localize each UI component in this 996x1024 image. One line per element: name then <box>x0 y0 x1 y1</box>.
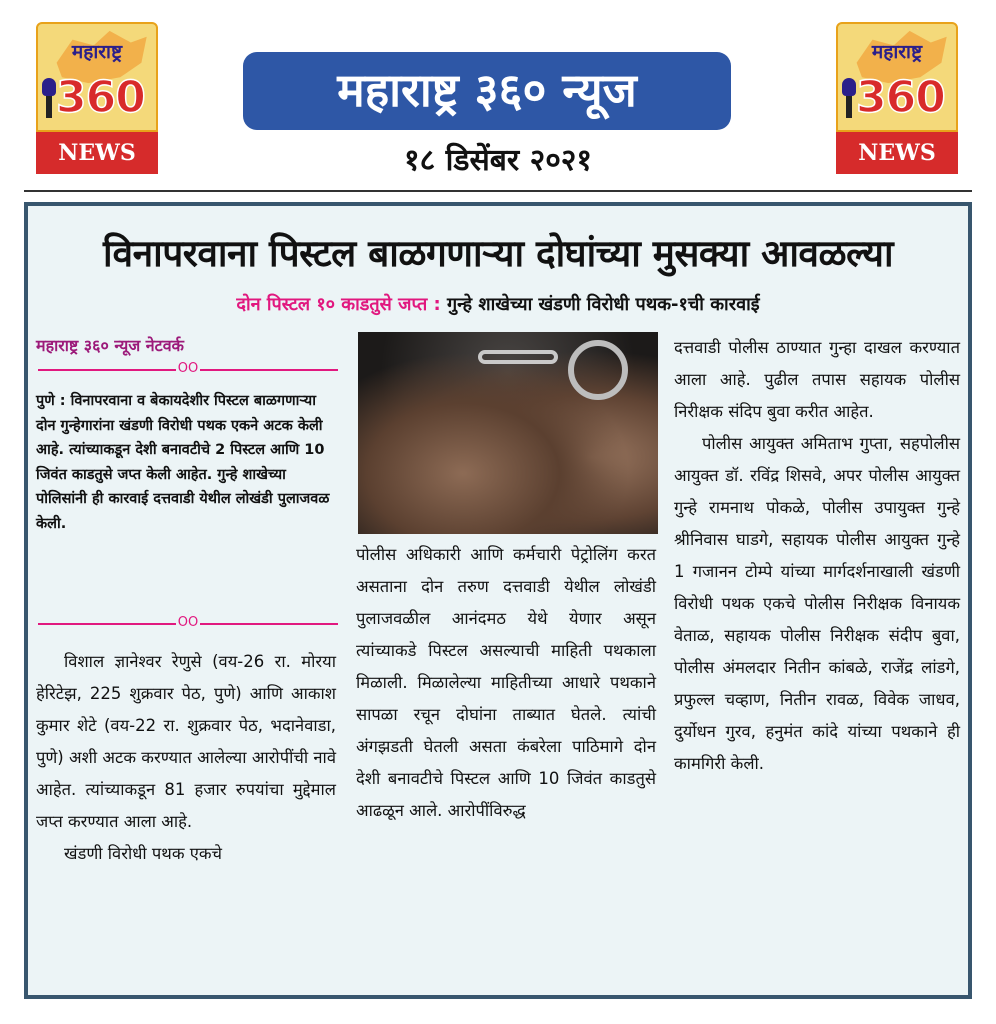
logo-news-text: NEWS <box>836 132 958 174</box>
ornament-divider <box>38 615 338 630</box>
lead-paragraph: पुणे : विनापरवाना व बेकायदेशीर पिस्टल बाळगणाऱ्या दोन गुन्हेगारांना खंडणी विरोधी पथक एकने अटक केली आहे. त्यांच्याकडून देशी बनावटीचे 2 पिस्टल आणि 10 जिवंत काडतुसे जप्त केली आहेत. गुन्हे शाखेच्या पोलिसांनी ही कारवाई दत्तवाडी येथील लोखंडी पुलाजवळ केली. <box>36 393 330 532</box>
ornament-rings: OO <box>177 361 199 376</box>
body-paragraph: खंडणी विरोधी पथक एकचे <box>64 844 223 863</box>
body-paragraph: विशाल ज्ञानेश्वर रेणुसे (वय-26 रा. मोरया हेरिटेझ, 225 शुक्रवार पेठ, पुणे) आणि आकाश कुमार शेटे (वय-22 रा. शुक्रवार पेठ, भदानेवाडा, पुणे) अशी अटक करण्यात आलेल्या आरोपींची नावे आहेत. त्यांच्याकडून 81 हजार रुपयांचा मुद्देमाल जप्त करण्यात आला आहे. <box>36 652 336 831</box>
subheadline-highlight: दोन पिस्टल १० काडतुसे जप्त : <box>236 294 441 315</box>
logo-number: 360 <box>56 72 145 123</box>
column-3 <box>674 332 960 780</box>
column-2 <box>356 539 656 827</box>
logo-news-text: NEWS <box>36 132 158 174</box>
body-paragraph: पोलीस आयुक्त अमिताभ गुप्ता, सहपोलीस आयुक्त डॉ. रविंद्र शिसवे, अपर पोलीस आयुक्त गुन्हे रामनाथ पोकळे, पोलीस उपायुक्त गुन्हे श्रीनिवास घाडगे, सहायक पोलीस आयुक्त गुन्हे 1 गजानन टोम्पे यांच्या मार्गदर्शनाखाली खंडणी विरोधी पथक एकचे पोलीस निरीक्षक विनायक वेताळ, सहायक पोलीस निरीक्षक संदीप बुवा, पोलीस अंमलदार नितीन कांबळे, राजेंद्र लांडगे, प्रफुल्ल चव्हाण, नितीन रावळ, विवेक जाधव, दुर्योधन गुरव, हनुमंत कांदे यांच्या पथकाने ही कामगिरी केली. <box>674 434 960 773</box>
byline: महाराष्ट्र ३६० न्यूज नेटवर्क <box>36 336 184 355</box>
logo-top-panel <box>36 22 158 132</box>
column-1 <box>36 646 336 870</box>
header-divider <box>24 190 972 192</box>
logo-right <box>836 22 958 174</box>
article-subheadline <box>36 292 960 316</box>
handcuff-chain-icon <box>478 350 558 364</box>
issue-date: १८ डिसेंबर २०२१ <box>404 143 592 178</box>
logo-top-panel <box>836 22 958 132</box>
body-paragraph: दत्तवाडी पोलीस ठाण्यात गुन्हा दाखल करण्यात आला आहे. पुढील तपास सहायक पोलीस निरीक्षक संदिप बुवा करीत आहेत. <box>674 338 960 421</box>
handcuffed-hands-photo <box>358 332 658 534</box>
masthead-title: महाराष्ट्र ३६० न्यूज <box>243 52 731 130</box>
microphone-icon <box>842 78 856 118</box>
logo-top-text: महाराष्ट्र <box>71 41 123 63</box>
logo-number: 360 <box>856 72 945 123</box>
body-paragraph: पोलीस अधिकारी आणि कर्मचारी पेट्रोलिंग करत असताना दोन तरुण दत्तवाडी येथील लोखंडी पुलाजवळील आनंदमठ येथे येणार असून त्यांच्याकडे पिस्टल असल्याची माहिती पथकाला मिळाली. मिळालेल्या माहितीच्या आधारे पथकाने सापळा रचून दोघांना ताब्यात घेतले. त्यांची अंगझडती घेतली असता कंबरेला पाठिमागे दोन देशी बनावटीचे पिस्टल आणि 10 जिवंत काडतुसे आढळून आले. आरोपींविरुद्ध <box>356 545 656 820</box>
article-headline: विनापरवाना पिस्टल बाळगणाऱ्या दोघांच्या मुसक्या आवळल्या <box>102 232 894 275</box>
ornament-rings: OO <box>177 615 199 630</box>
article-box <box>24 202 972 999</box>
microphone-icon <box>42 78 56 118</box>
ornament-divider <box>38 361 338 376</box>
logo-left <box>36 22 158 174</box>
handcuff-ring-icon <box>568 340 628 400</box>
subheadline-text: गुन्हे शाखेच्या खंडणी विरोधी पथक-१ची कारवाई <box>447 294 760 315</box>
logo-top-text: महाराष्ट्र <box>871 41 923 63</box>
